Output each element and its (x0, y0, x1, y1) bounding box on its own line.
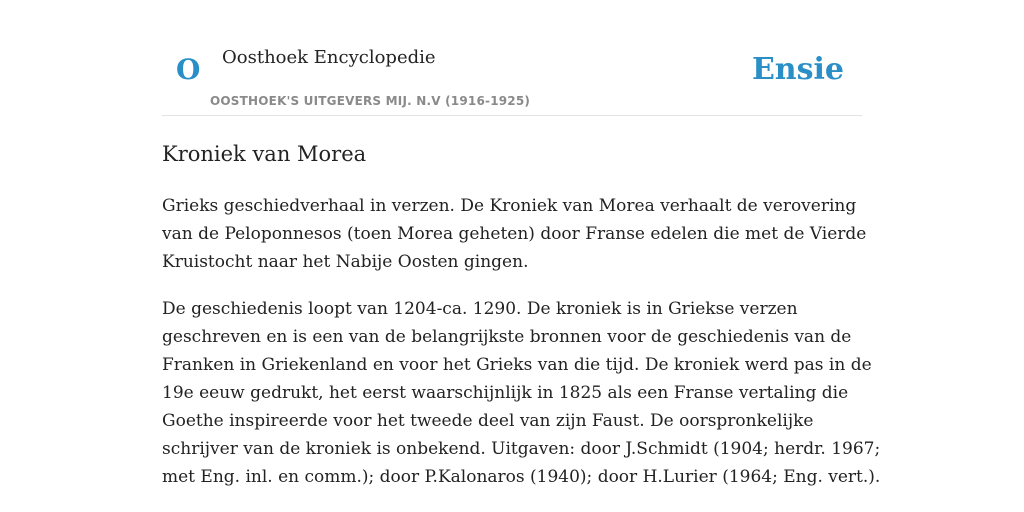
paragraph-line: schrijver van de kroniek is onbekend. Uitgaven: door J.Schmidt (1904; herdr. 1967; (162, 439, 881, 459)
oosthoek-logo[interactable]: O (176, 53, 201, 86)
paragraph-line: geschreven en is een van de belangrijkste bronnen voor de geschiedenis van de (162, 327, 852, 347)
paragraph-line: 19e eeuw gedrukt, het eerst waarschijnlijk in 1825 als een Franse vertaling die (162, 383, 849, 403)
site-header (162, 0, 862, 116)
paragraph-line: De geschiedenis loopt van 1204-ca. 1290. De kroniek is in Griekse verzen (162, 299, 798, 319)
paragraph-line: Grieks geschiedverhaal in verzen. De Kroniek van Morea verhaalt de verovering (162, 196, 857, 216)
paragraph-line: van de Peloponnesos (toen Morea geheten) door Franse edelen die met de Vierde (162, 224, 867, 244)
article-title: Kroniek van Morea (162, 142, 367, 166)
ensie-brand-link[interactable]: Ensie (751, 52, 844, 87)
paragraph-line: Goethe inspireerde voor het tweede deel van zijn Faust. De oorspronkelijke (162, 411, 814, 431)
site-title[interactable]: Oosthoek Encyclopedie (222, 47, 436, 68)
publisher-subtitle: OOSTHOEK'S UITGEVERS MIJ. N.V (1916-1925) (210, 94, 531, 108)
paragraph-line: Kruistocht naar het Nabije Oosten gingen. (162, 252, 529, 272)
article-paragraph (162, 295, 881, 491)
paragraph-line: Franken in Griekenland en voor het Grieks van die tijd. De kroniek werd pas in de (162, 355, 872, 375)
paragraph-line: met Eng. inl. en comm.); door P.Kalonaros (1940); door H.Lurier (1964; Eng. vert.). (162, 467, 881, 487)
article-paragraph (162, 192, 867, 276)
